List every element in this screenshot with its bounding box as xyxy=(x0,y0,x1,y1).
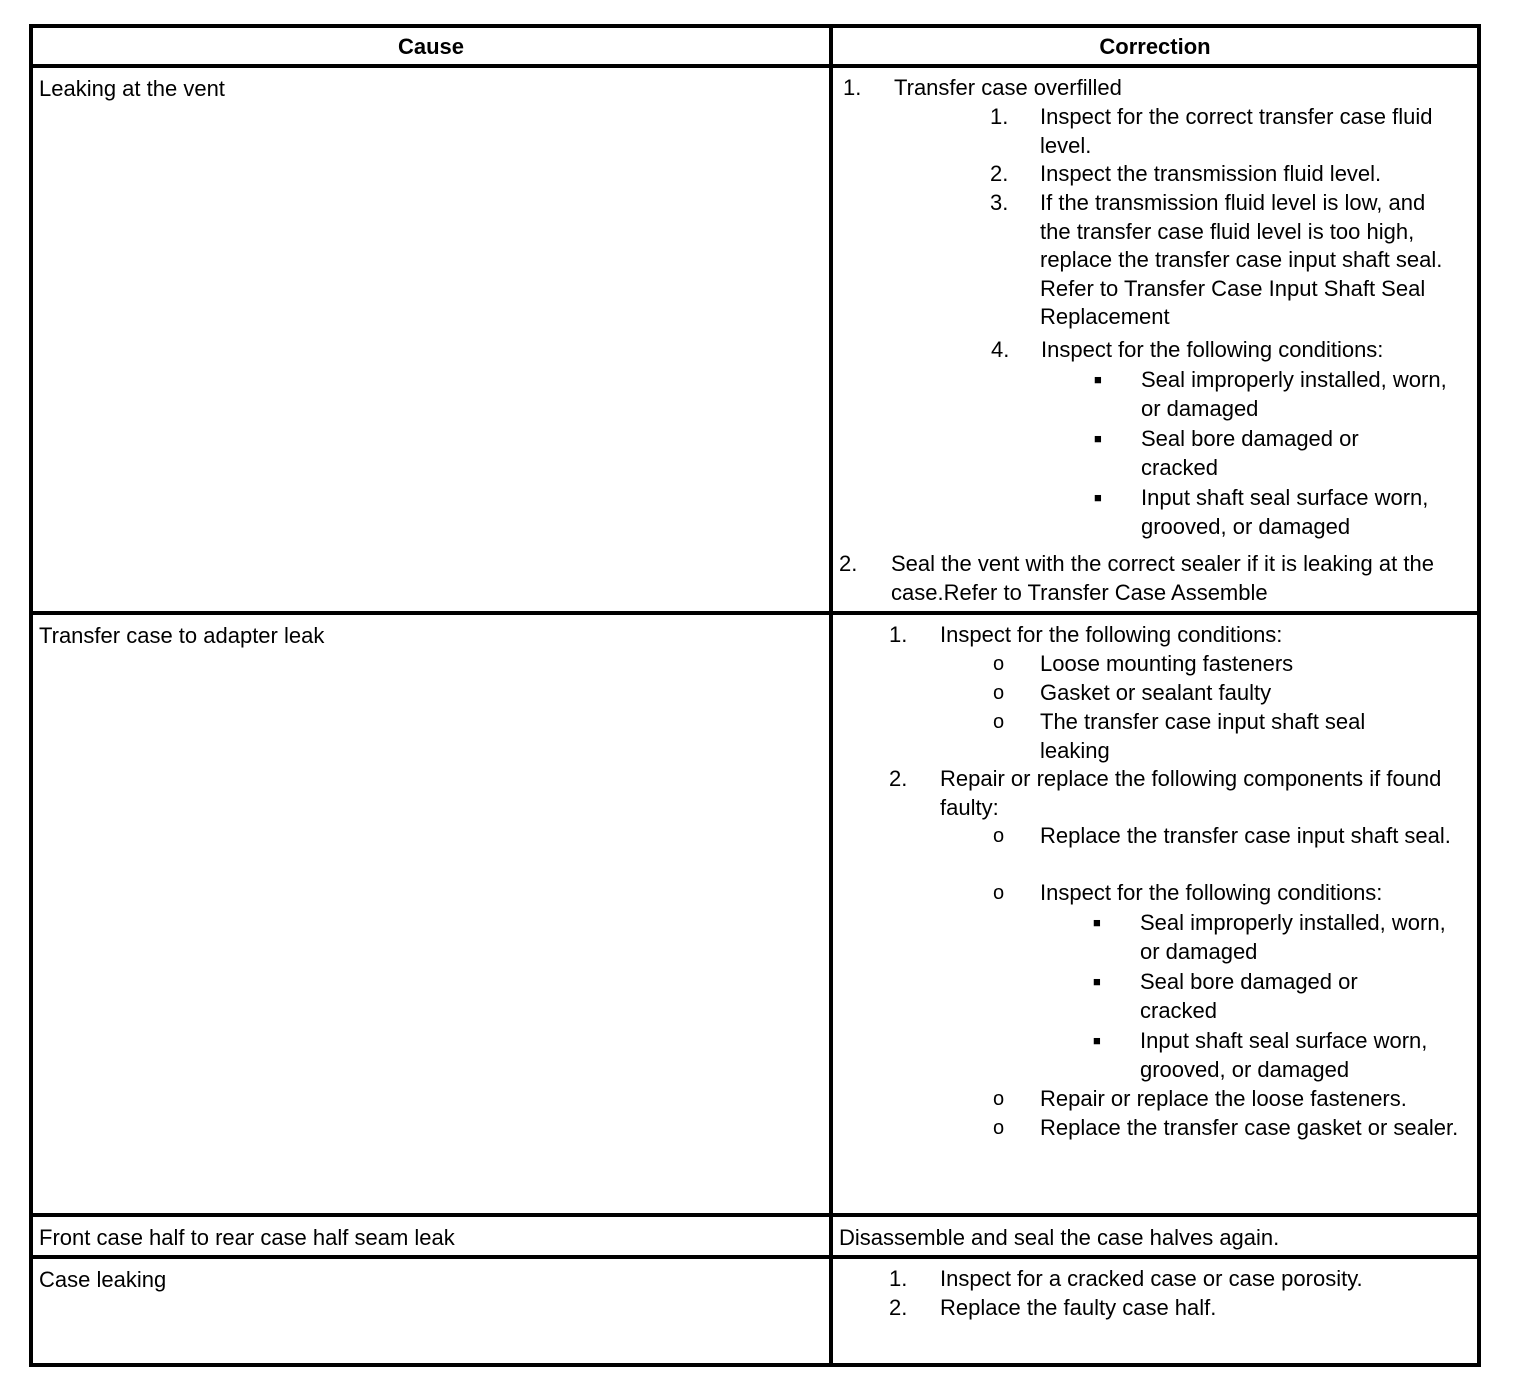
sub-item xyxy=(837,879,1473,909)
bullet-text: Input shaft seal surface worn, grooved, or damaged xyxy=(1141,485,1429,539)
step-text: Seal the vent with the correct sealer if it is leaking at the case.Refer to Transfer Case Assemble xyxy=(891,551,1434,605)
bullet-item xyxy=(837,909,1473,968)
sub-step-text: Inspect for the correct transfer case fluid level. xyxy=(1040,104,1433,158)
sub-item-text: Inspect for the following conditions: xyxy=(1040,880,1383,905)
step-item xyxy=(837,621,1473,650)
sub-item xyxy=(837,1114,1473,1171)
header-row xyxy=(31,26,1479,66)
circle-bullet-icon: o xyxy=(993,682,1005,704)
step-text: Transfer case overfilled xyxy=(894,75,1122,100)
step-text: Inspect for a cracked case or case porosity. xyxy=(940,1266,1363,1291)
circle-bullet-icon: o xyxy=(993,653,1005,675)
table-row xyxy=(31,613,1479,1215)
correction-cell: Disassemble and seal the case halves again. xyxy=(831,1215,1479,1257)
step-number: 2. xyxy=(839,551,858,576)
sub-step-number: 1. xyxy=(990,104,1009,129)
sub-step-text: Inspect for the following conditions: xyxy=(1041,337,1384,362)
bullet-text: Input shaft seal surface worn, grooved, or damaged xyxy=(1140,1028,1428,1082)
square-bullet-icon: ■ xyxy=(1094,490,1102,505)
correction-cell xyxy=(831,613,1479,1215)
sub-item xyxy=(837,708,1473,765)
cause-cell: Transfer case to adapter leak xyxy=(31,613,831,1215)
step-item xyxy=(837,550,1473,607)
bullet-item xyxy=(837,968,1473,1027)
correction-header: Correction xyxy=(831,26,1479,66)
cause-header: Cause xyxy=(31,26,831,66)
sub-step-number: 3. xyxy=(990,190,1009,215)
sub-item xyxy=(837,679,1473,708)
circle-bullet-icon: o xyxy=(993,1088,1005,1110)
bullet-item xyxy=(837,484,1473,550)
bullet-item xyxy=(837,1027,1473,1085)
square-bullet-icon: ■ xyxy=(1094,372,1102,387)
bullet-item xyxy=(837,425,1473,484)
troubleshooting-table xyxy=(29,24,1481,1367)
step-number: 2. xyxy=(889,1295,908,1320)
step-number: 2. xyxy=(889,766,908,791)
step-number: 1. xyxy=(889,1266,908,1291)
step-text: Replace the faulty case half. xyxy=(940,1295,1217,1320)
sub-step-text: Inspect the transmission fluid level. xyxy=(1040,161,1382,186)
sub-step-number: 4. xyxy=(991,337,1010,362)
sub-step-text: If the transmission fluid level is low, and the transfer case fluid level is too high, replace the transfer case input shaft seal. Refer to Transfer Case Input Shaft Seal Replacement xyxy=(1040,190,1443,330)
bullet-text: Seal bore damaged or cracked xyxy=(1140,969,1358,1023)
cause-cell: Front case half to rear case half seam leak xyxy=(31,1215,831,1257)
table-row xyxy=(31,1215,1479,1257)
circle-bullet-icon: o xyxy=(993,825,1005,847)
sub-step-number: 2. xyxy=(990,161,1009,186)
step-number: 1. xyxy=(889,622,908,647)
sub-step-item xyxy=(837,160,1473,189)
bullet-text: Seal bore damaged or cracked xyxy=(1141,426,1359,480)
correction-cell xyxy=(831,66,1479,613)
sub-item-text: Replace the transfer case gasket or sealer. xyxy=(1040,1115,1459,1140)
step-item xyxy=(837,1265,1473,1294)
sub-step-item xyxy=(837,189,1473,336)
step-text: Inspect for the following conditions: xyxy=(940,622,1283,647)
step-number: 1. xyxy=(843,75,862,100)
sub-step-item xyxy=(837,103,1473,160)
square-bullet-icon: ■ xyxy=(1093,974,1101,989)
sub-item-text: Repair or replace the loose fasteners. xyxy=(1040,1086,1407,1111)
sub-item-text: Gasket or sealant faulty xyxy=(1040,680,1272,705)
sub-item-text: Replace the transfer case input shaft seal. xyxy=(1040,823,1451,848)
bullet-item xyxy=(837,366,1473,425)
circle-bullet-icon: o xyxy=(993,1117,1005,1139)
circle-bullet-icon: o xyxy=(993,711,1005,733)
step-item xyxy=(837,765,1473,822)
square-bullet-icon: ■ xyxy=(1093,915,1101,930)
bullet-text: Seal improperly installed, worn, or damaged xyxy=(1141,367,1447,421)
correction-cell xyxy=(831,1257,1479,1365)
sub-step-item xyxy=(837,336,1473,366)
sub-item-text: Loose mounting fasteners xyxy=(1040,651,1294,676)
sub-item-text: The transfer case input shaft seal leaking xyxy=(1040,709,1366,763)
bullet-text: Seal improperly installed, worn, or damaged xyxy=(1140,910,1446,964)
table-row xyxy=(31,1257,1479,1365)
table-row xyxy=(31,66,1479,613)
sub-item xyxy=(837,1085,1473,1114)
step-text: Repair or replace the following components if found faulty: xyxy=(940,766,1442,820)
cause-cell: Leaking at the vent xyxy=(31,66,831,613)
sub-item xyxy=(837,650,1473,679)
square-bullet-icon: ■ xyxy=(1094,431,1102,446)
cause-cell: Case leaking xyxy=(31,1257,831,1365)
step-item xyxy=(837,74,1473,103)
sub-item xyxy=(837,822,1473,879)
circle-bullet-icon: o xyxy=(993,882,1005,904)
step-item xyxy=(837,1294,1473,1323)
square-bullet-icon: ■ xyxy=(1093,1033,1101,1048)
